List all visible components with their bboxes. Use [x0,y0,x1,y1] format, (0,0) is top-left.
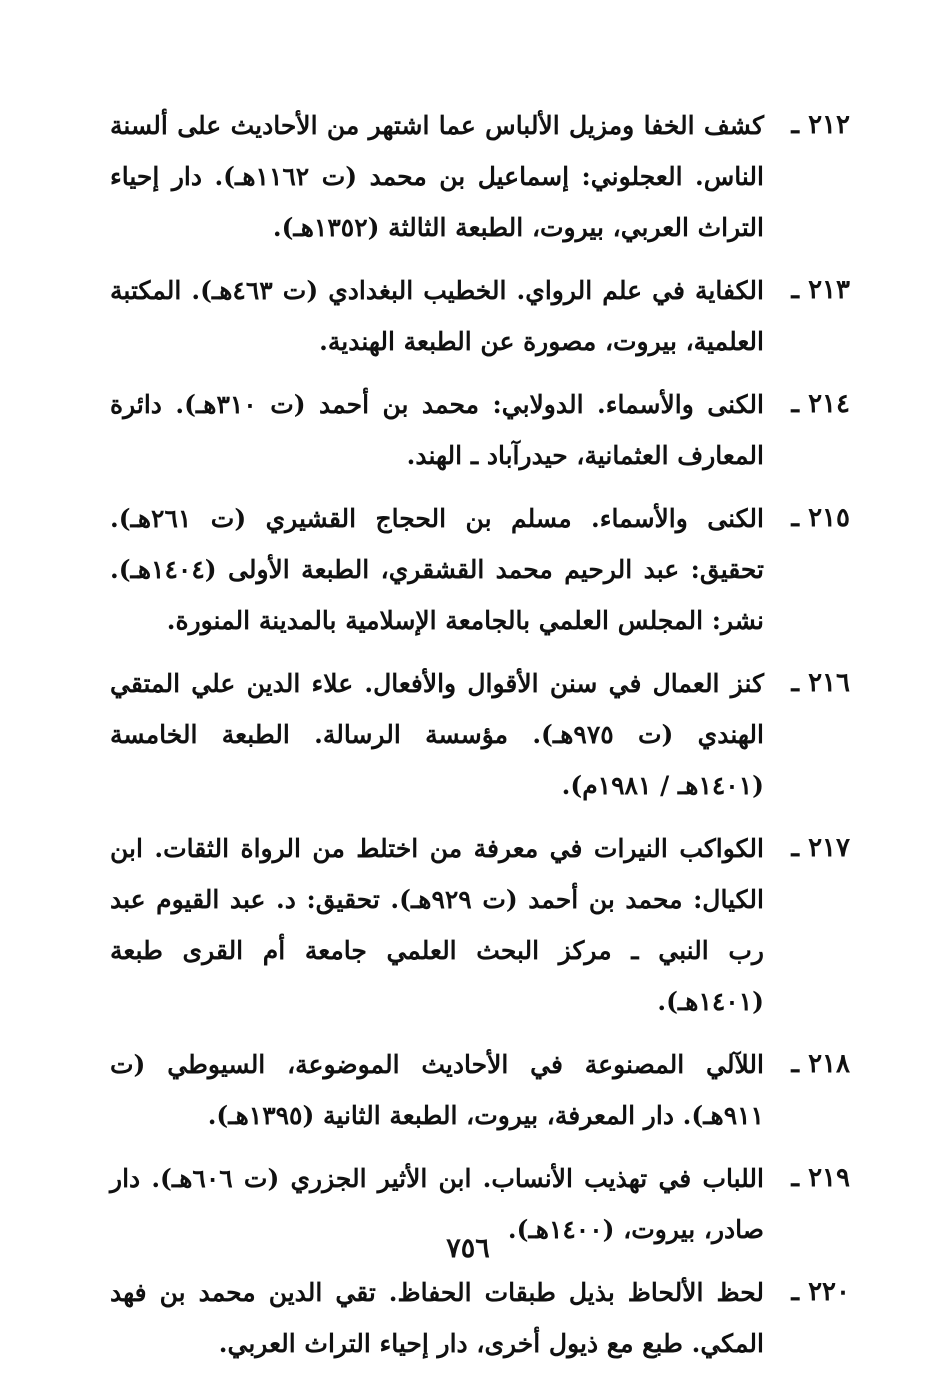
entry-number: ٢١٤ ـ [791,389,850,419]
bibliography-entry [110,100,850,253]
entry-text: الكفاية في علم الرواي. الخطيب البغدادي (ت ٤٦٣هـ). المكتبة العلمية، بيروت، مصورة عن الطبعة الهندية. [110,276,764,356]
bibliography-entry [110,658,850,811]
entry-text: كنز العمال في سنن الأقوال والأفعال. علاء الدين علي المتقي الهندي (ت ٩٧٥هـ). مؤسسة الرسالة. الطبعة الخامسة (١٤٠١هـ / ١٩٨١م). [110,669,764,800]
entry-text: الكواكب النيرات في معرفة من اختلط من الرواة الثقات. ابن الكيال: محمد بن أحمد (ت ٩٢٩هـ). تحقيق: د. عبد القيوم عبد رب النبي ـ مركز البحث العلمي جامعة أم القرى طبعة (١٤٠١هـ). [110,834,764,1016]
entry-number: ٢١٨ ـ [791,1049,850,1079]
entry-text: الكنى والأسماء. مسلم بن الحجاج القشيري (ت ٢٦١هـ). تحقيق: عبد الرحيم محمد القشقري، الطبعة الأولى (١٤٠٤هـ). نشر: المجلس العلمي بالجامعة الإسلامية بالمدينة المنورة. [110,504,764,635]
entry-number: ٢٢٠ ـ [791,1277,850,1307]
page-number: ٧٥٦ [446,1233,490,1264]
bibliography-entry [110,1039,850,1141]
bibliography-entry [110,823,850,1027]
entry-number: ٢١٣ ـ [791,275,850,305]
bibliography-entry [110,1267,850,1369]
entry-number: ٢١٧ ـ [791,833,850,863]
entry-text: لحظ الألحاظ بذيل طبقات الحفاظ. تقي الدين محمد بن فهد المكي. طبع مع ذيول أخرى، دار إحياء التراث العربي. [110,1278,764,1358]
entry-number: ٢١٢ ـ [791,110,850,140]
entry-text: الكنى والأسماء. الدولابي: محمد بن أحمد (ت ٣١٠هـ). دائرة المعارف العثمانية، حيدرآباد ـ الهند. [110,390,764,470]
bibliography-entry [110,379,850,481]
entry-text: كشف الخفا ومزيل الألباس عما اشتهر من الأحاديث على ألسنة الناس. العجلوني: إسماعيل بن محمد (ت ١١٦٢هـ). دار إحياء التراث العربي، بيروت، الطبعة الثالثة (١٣٥٢هـ). [110,111,764,242]
bibliography-entry [110,265,850,367]
entry-number: ٢١٥ ـ [791,503,850,533]
bibliography-entry [110,493,850,646]
entry-text: اللباب في تهذيب الأنساب. ابن الأثير الجزري (ت ٦٠٦هـ). دار صادر، بيروت، (١٤٠٠هـ). [110,1164,764,1244]
entry-number: ٢١٦ ـ [791,668,850,698]
entry-text: اللآلي المصنوعة في الأحاديث الموضوعة، السيوطي (ت ٩١١هـ). دار المعرفة، بيروت، الطبعة الثانية (١٣٩٥هـ). [110,1050,764,1130]
entry-number: ٢١٩ ـ [791,1163,850,1193]
bibliography-list [110,100,850,1381]
